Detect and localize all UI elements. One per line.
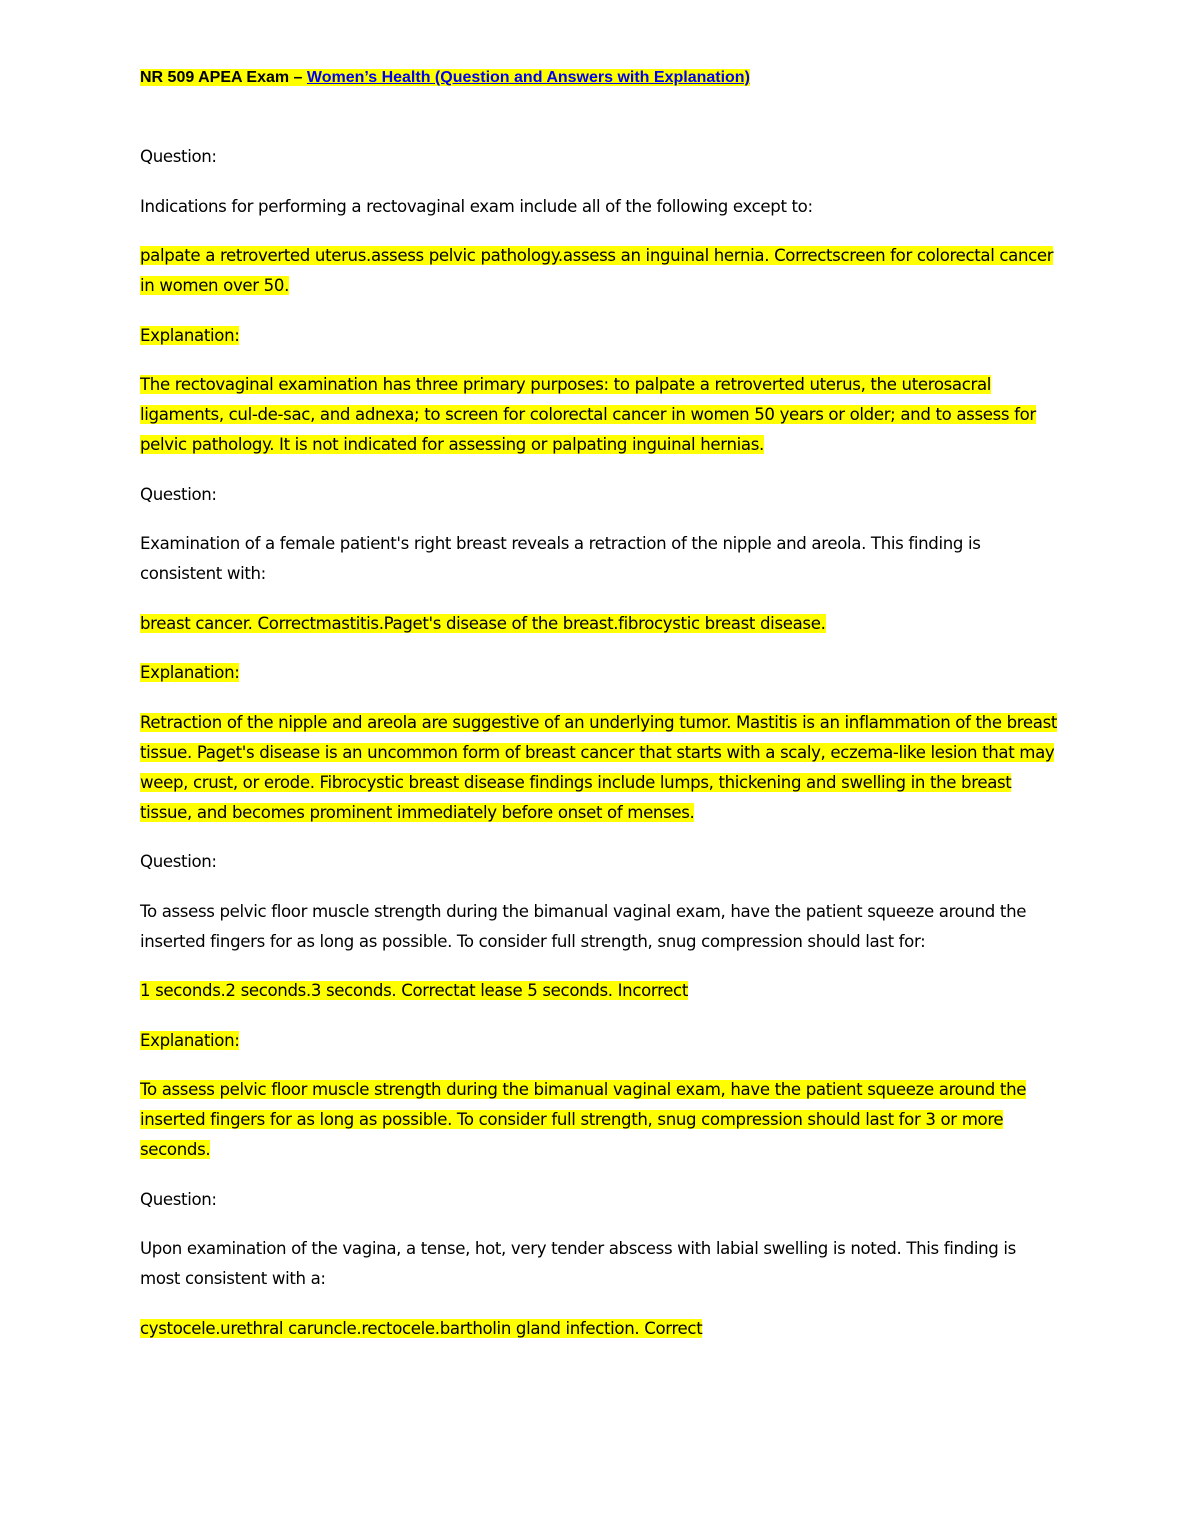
question-label: Question: [140,852,217,871]
explanation-body: To assess pelvic floor muscle strength during the bimanual vaginal exam, have the patient squeeze around the inserted fingers for as long as possible. To consider full strength, snug compression should last for 3 or more seconds. [140,1080,1027,1159]
explanation-body: The rectovaginal examination has three primary purposes: to palpate a retroverted uterus, the uterosacral ligaments, cul-de-sac, and adnexa; to screen for colorectal cancer in women 50 years or older; and to assess for pelvic pathology. It is not indicated for assessing or palpating inguinal hernias. [140,375,1036,454]
explanation-label-text: Explanation: [140,663,240,682]
answer-choices-text: palpate a retroverted uterus.assess pelvic pathology.assess an inguinal hernia. Correctscreen for colorectal cancer in women over 50. [140,246,1054,295]
answer-choices [140,1314,1060,1344]
question-text: Examination of a female patient's right breast reveals a retraction of the nipple and areola. This finding is consistent with: [140,534,981,583]
question-label: Question: [140,1189,217,1209]
answer-choices-text: cystocele.urethral caruncle.rectocele.bartholin gland infection. Correct [140,1318,703,1338]
explanation-label [140,658,1060,688]
question-label: Question: [140,484,217,504]
answer-choices [140,241,1060,301]
question-text: Upon examination of the vagina, a tense, hot, very tender abscess with labial swelling is noted. This finding is most consistent with a: [140,1239,1016,1288]
answer-choices-text: breast cancer. Correctmastitis.Paget's disease of the breast.fibrocystic breast disease. [140,613,826,633]
explanation-text [140,708,1060,828]
title-link[interactable]: Women’s Health (Question and Answers with Explanation) [306,69,750,86]
question-text: Indications for performing a rectovaginal exam include all of the following except to: [140,196,813,216]
explanation-text [140,1075,1060,1165]
document-title [140,66,1060,90]
explanation-label [140,1026,1060,1056]
explanation-label [140,321,1060,351]
answer-choices [140,976,1060,1006]
document-page [140,66,1060,1363]
title-prefix: NR 509 APEA Exam – [140,69,307,86]
question-label: Question: [140,147,217,166]
explanation-text [140,370,1060,460]
explanation-body: Retraction of the nipple and areola are suggestive of an underlying tumor. Mastitis is an inflammation of the breast tissue. Paget's disease is an uncommon form of breast cancer that starts with a scaly, eczema-like lesion that may weep, crust, or erode. Fibrocystic breast disease findings include lumps, thickening and swelling in the breast tissue, and becomes prominent immediately before onset of menses. [140,712,1058,822]
explanation-label-text: Explanation: [140,325,240,345]
answer-choices-text: 1 seconds.2 seconds.3 seconds. Correctat lease 5 seconds. Incorrect [140,981,688,1000]
explanation-label-text: Explanation: [140,1030,240,1050]
question-text: To assess pelvic floor muscle strength during the bimanual vaginal exam, have the patient squeeze around the inserted fingers for as long as possible. To consider full strength, snug compression should last for: [140,901,1027,951]
answer-choices [140,609,1060,639]
